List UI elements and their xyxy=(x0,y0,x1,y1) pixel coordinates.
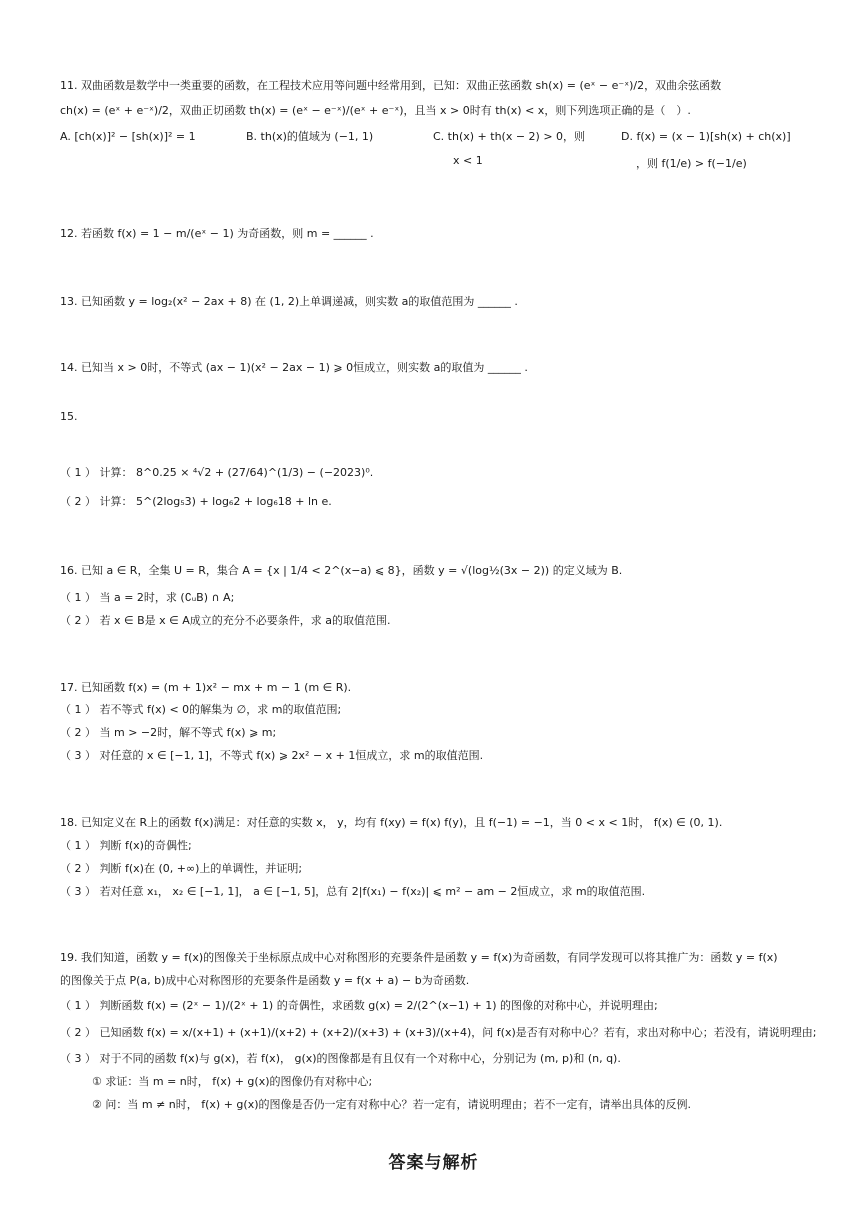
q18-part-2: （ 2 ） 判断 f(x)在 (0, +∞)上的单调性，并证明; xyxy=(60,862,303,875)
q16-part-2: （ 2 ） 若 x ∈ B是 x ∈ A成立的充分不必要条件，求 a的取值范围. xyxy=(60,614,391,627)
q11-option-c: C. th(x) + th(x − 2) > 0，则 xyxy=(433,130,586,143)
q13-text: 13. 已知函数 y = log₂(x² − 2ax + 8) 在 (1, 2)上单调递减，则实数 a的取值范围为 ______ . xyxy=(60,295,518,308)
q11-option-b: B. th(x)的值域为 (−1, 1) xyxy=(246,130,374,143)
q19-part-2: （ 2 ） 已知函数 f(x) = x/(x+1) + (x+1)/(x+2) + (x+2)/(x+3) + (x+3)/(x+4)，问 f(x)是否有对称中心？若有，求出对称中心；若没有，请说明理由; xyxy=(60,1026,817,1039)
q11-line-1: 11. 双曲函数是数学中一类重要的函数，在工程技术应用等问题中经常用到，已知：双曲正弦函数 sh(x) = (eˣ − e⁻ˣ)/2，双曲余弦函数 xyxy=(60,79,722,92)
q19-line-1: 19. 我们知道，函数 y = f(x)的图像关于坐标原点成中心对称图形的充要条件是函数 y = f(x)为奇函数，有同学发现可以将其推广为：函数 y = f(x) xyxy=(60,951,778,964)
q14-text: 14. 已知当 x > 0时，不等式 (ax − 1)(x² − 2ax − 1) ⩾ 0恒成立，则实数 a的取值为 ______ . xyxy=(60,361,528,374)
q18-part-1: （ 1 ） 判断 f(x)的奇偶性; xyxy=(60,839,192,852)
q11-option-a: A. [ch(x)]² − [sh(x)]² = 1 xyxy=(60,130,196,143)
q15-part-2: （ 2 ） 计算： 5^(2log₅3) + log₆2 + log₆18 + ln e. xyxy=(60,495,332,508)
q11-option-d: D. f(x) = (x − 1)[sh(x) + ch(x)] xyxy=(621,130,791,143)
q17-part-1: （ 1 ） 若不等式 f(x) < 0的解集为 ∅，求 m的取值范围; xyxy=(60,703,342,716)
q11-line-2: ch(x) = (eˣ + e⁻ˣ)/2，双曲正切函数 th(x) = (eˣ − e⁻ˣ)/(eˣ + e⁻ˣ)，且当 x > 0时有 th(x) < x，则下列选项正确的是（ ）. xyxy=(60,104,691,117)
q18-part-3: （ 3 ） 若对任意 x₁， x₂ ∈ [−1, 1]， a ∈ [−1, 5]，总有 2|f(x₁) − f(x₂)| ⩽ m² − am − 2恒成立，求 m的取值范围. xyxy=(60,885,646,898)
q19-line-2: 的图像关于点 P(a, b)成中心对称图形的充要条件是函数 y = f(x + a) − b为奇函数. xyxy=(60,974,470,987)
q11-option-d-cont: ，则 f(1/e) > f(−1/e) xyxy=(636,157,747,170)
q19-subpart-1: ① 求证：当 m = n时， f(x) + g(x)的图像仍有对称中心; xyxy=(92,1075,373,1088)
q15-part-1: （ 1 ） 计算： 8^0.25 × ⁴√2 + (27/64)^(1/3) − (−2023)⁰. xyxy=(60,466,374,479)
q17-part-3: （ 3 ） 对任意的 x ∈ [−1, 1]，不等式 f(x) ⩾ 2x² − x + 1恒成立，求 m的取值范围. xyxy=(60,749,484,762)
q18-stem: 18. 已知定义在 R上的函数 f(x)满足：对任意的实数 x， y，均有 f(xy) = f(x) f(y)，且 f(−1) = −1，当 0 < x < 1时， f(x) ∈ (0, 1). xyxy=(60,816,723,829)
q19-part-1: （ 1 ） 判断函数 f(x) = (2ˣ − 1)/(2ˣ + 1) 的奇偶性，求函数 g(x) = 2/(2^(x−1) + 1) 的图像的对称中心，并说明理由; xyxy=(60,999,658,1012)
answer-section-title: 答案与解析 xyxy=(388,1153,479,1173)
q15-number: 15. xyxy=(60,410,78,423)
q17-stem: 17. 已知函数 f(x) = (m + 1)x² − mx + m − 1 (m ∈ R). xyxy=(60,681,352,694)
q19-subpart-2: ② 问：当 m ≠ n时， f(x) + g(x)的图像是否仍一定有对称中心？若一定有，请说明理由；若不一定有，请举出具体的反例. xyxy=(92,1098,691,1111)
q16-stem: 16. 已知 a ∈ R，全集 U = R，集合 A = {x | 1/4 < 2^(x−a) ⩽ 8}，函数 y = √(log½(3x − 2)) 的定义域为 B. xyxy=(60,564,623,577)
q11-option-c-cont: x < 1 xyxy=(453,154,483,167)
q19-part-3: （ 3 ） 对于不同的函数 f(x)与 g(x)，若 f(x)， g(x)的图像都是有且仅有一个对称中心，分别记为 (m, p)和 (n, q). xyxy=(60,1052,621,1065)
q17-part-2: （ 2 ） 当 m > −2时，解不等式 f(x) ⩾ m; xyxy=(60,726,277,739)
q16-part-1: （ 1 ） 当 a = 2时，求 (∁ᵤB) ∩ A; xyxy=(60,591,235,604)
q12-text: 12. 若函数 f(x) = 1 − m/(eˣ − 1) 为奇函数，则 m = ______ . xyxy=(60,227,374,240)
